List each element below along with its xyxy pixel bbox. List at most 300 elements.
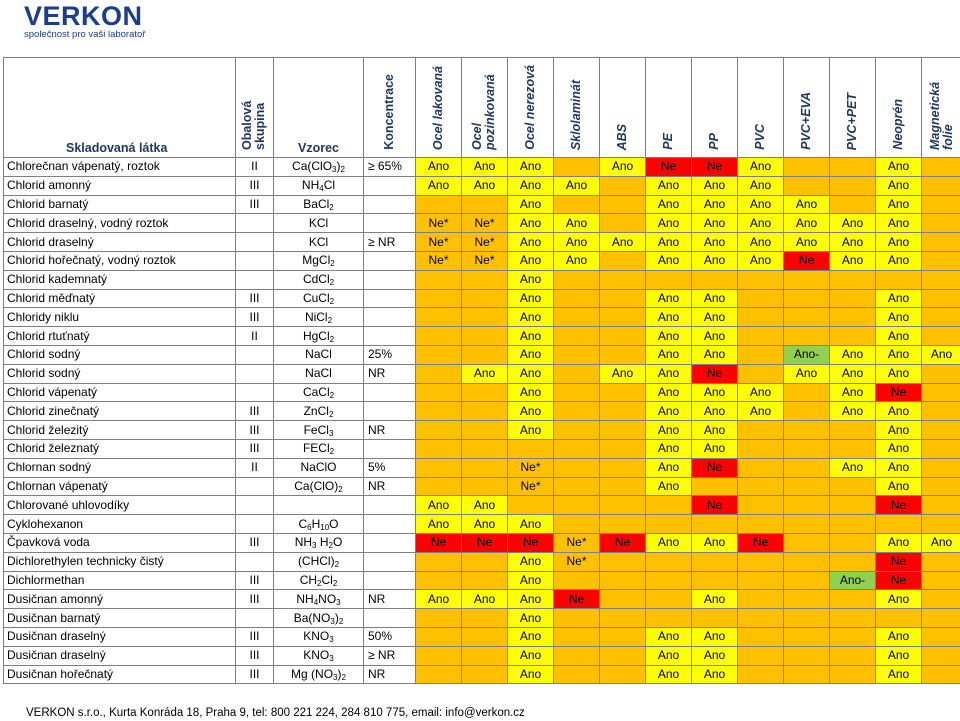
resistance-cell: Ne* [416,251,462,270]
resistance-cell [554,195,600,214]
footer-contact: VERKON s.r.o., Kurta Konráda 18, Praha 9, tel: 800 221 224, 284 810 775, email: info@verkon.cz [26,707,525,719]
concentration: NR [364,477,416,496]
formula-subscript: 10 [320,522,330,532]
formula-part: ZnCl [303,403,329,418]
resistance-cell: Ano [738,195,784,214]
resistance-cell: Ano [508,590,554,609]
concentration [364,515,416,534]
resistance-cell: Ne [646,158,692,177]
formula-subscript: 2 [317,578,322,588]
resistance-cell: Ano [646,458,692,477]
resistance-cell [554,270,600,289]
resistance-cell: Ano [738,233,784,252]
resistance-cell [922,496,960,515]
resistance-cell: Ano- [830,571,876,590]
resistance-cell [922,646,960,665]
formula-subscript: 6 [307,522,312,532]
packing-group: III [236,439,274,458]
table-row [4,646,960,665]
resistance-cell [462,552,508,571]
resistance-cell: Ano [692,214,738,233]
resistance-cell [922,439,960,458]
resistance-cell: Ano [508,251,554,270]
formula-subscript: 2 [338,484,343,494]
resistance-cell [416,327,462,346]
formula [274,590,364,609]
resistance-cell: Ano [508,665,554,684]
resistance-cell: Ano [876,364,922,383]
resistance-cell: Ano [646,402,692,421]
resistance-cell: Ne* [508,458,554,477]
resistance-cell [600,251,646,270]
formula-part: KNO [303,648,330,663]
resistance-cell: Ano- [784,345,830,364]
header-material [508,58,554,158]
formula-subscript: 3 [336,597,341,607]
packing-group: III [236,308,274,327]
resistance-cell: Ne [692,158,738,177]
packing-group: III [236,665,274,684]
resistance-cell [554,383,600,402]
resistance-cell [784,665,830,684]
table-row [4,364,960,383]
resistance-cell: Ano [876,439,922,458]
resistance-cell: Ano [692,308,738,327]
formula-subscript: 2 [329,447,335,457]
formula-subscript: 2 [334,560,340,570]
formula [274,158,364,177]
formula-part: C [298,516,308,531]
resistance-cell [554,477,600,496]
formula-part: Ca(ClO) [294,478,339,493]
resistance-cell: Ano [554,233,600,252]
resistance-cell: Ano [830,458,876,477]
resistance-cell: Ano [462,364,508,383]
concentration: ≥ NR [364,233,416,252]
packing-group: II [236,458,274,477]
resistance-cell: Ano [922,533,960,552]
formula [274,496,364,515]
resistance-cell: Ano [876,627,922,646]
formula-subscript: 2 [330,259,335,269]
concentration [364,439,416,458]
substance-name: Chlorid sodný [4,364,236,383]
resistance-cell [554,345,600,364]
resistance-cell: Ano [462,515,508,534]
resistance-cell [462,439,508,458]
resistance-cell: Ano [692,533,738,552]
resistance-cell [784,646,830,665]
resistance-cell [416,552,462,571]
resistance-cell: Ano [646,421,692,440]
resistance-cell [600,477,646,496]
packing-group: II [236,327,274,346]
resistance-cell [922,251,960,270]
concentration [364,571,416,590]
resistance-cell: Ano [830,383,876,402]
resistance-cell [646,515,692,534]
resistance-cell [462,289,508,308]
formula [274,214,364,233]
resistance-cell [784,627,830,646]
formula [274,421,364,440]
formula-part: H [311,516,321,531]
header-material-label: Ocel lakovaná [431,65,445,150]
resistance-cell [600,627,646,646]
header-material [462,58,508,158]
formula-part: ) [337,666,342,681]
concentration: 5% [364,458,416,477]
header-material-label: Sklolaminát [569,79,583,150]
packing-group: III [236,195,274,214]
resistance-cell [830,665,876,684]
resistance-cell: Ano [462,590,508,609]
formula-subscript: 2 [341,672,346,682]
resistance-cell [554,515,600,534]
resistance-cell: Ano [416,176,462,195]
table-row [4,327,960,346]
table-row [4,214,960,233]
resistance-cell [922,477,960,496]
table-row [4,195,960,214]
header-formula [274,58,364,158]
table-row [4,496,960,515]
resistance-cell [738,364,784,383]
formula [274,195,364,214]
formula-part: NO [318,591,337,606]
resistance-cell [830,176,876,195]
header-material-label: PP [707,133,721,150]
header-material [830,58,876,158]
packing-group [236,383,274,402]
resistance-cell [922,270,960,289]
verkon-logo [24,2,184,40]
resistance-cell [784,552,830,571]
formula-part: FeCl [303,422,329,437]
resistance-cell [692,609,738,628]
concentration [364,327,416,346]
resistance-cell [692,571,738,590]
resistance-cell: Ano [876,289,922,308]
resistance-cell [600,421,646,440]
substance-name: Cyklohexanon [4,515,236,534]
packing-group: III [236,590,274,609]
concentration [364,289,416,308]
resistance-cell [830,552,876,571]
resistance-cell [646,571,692,590]
substance-name: Chlorid amonný [4,176,236,195]
resistance-cell: Ano [646,627,692,646]
resistance-cell: Ano [738,402,784,421]
resistance-cell [738,590,784,609]
resistance-cell: Ano [508,552,554,571]
resistance-cell [600,308,646,327]
substance-name: Chlorid železitý [4,421,236,440]
resistance-cell: Ano [692,233,738,252]
packing-group: III [236,176,274,195]
formula-subscript: 4 [319,184,324,194]
table-row [4,345,960,364]
resistance-cell: Ano [600,364,646,383]
resistance-cell: Ano [830,402,876,421]
packing-group: III [236,289,274,308]
resistance-cell: Ano [508,646,554,665]
resistance-cell: Ano [692,345,738,364]
logo-tagline: společnost pro vaši laboratoř [24,29,146,40]
table-row [4,590,960,609]
formula-part: KCl [308,215,329,230]
resistance-cell [600,665,646,684]
resistance-cell [416,477,462,496]
resistance-cell: Ano [508,270,554,289]
formula-subscript: 2 [338,616,344,626]
resistance-cell [416,402,462,421]
formula [274,364,364,383]
resistance-cell [462,458,508,477]
resistance-cell: Ne* [554,552,600,571]
header-material [784,58,830,158]
resistance-cell: Ano [554,214,600,233]
header-material [876,58,922,158]
resistance-cell [600,515,646,534]
formula-subscript: 2 [329,334,335,344]
table-row [4,176,960,195]
concentration [364,195,416,214]
formula-part: NH [301,178,320,193]
substance-name: Chlorované uhlovodíky [4,496,236,515]
resistance-cell: Ano [508,609,554,628]
table-row [4,627,960,646]
formula-part: NH [296,591,314,606]
resistance-cell [922,627,960,646]
concentration [364,270,416,289]
table-row [4,571,960,590]
formula-part: NaCl [305,347,332,362]
resistance-cell [416,421,462,440]
resistance-cell: Ne* [554,533,600,552]
packing-group [236,251,274,270]
resistance-cell [462,665,508,684]
resistance-cell: Ano [646,233,692,252]
formula [274,477,364,496]
resistance-cell [738,571,784,590]
resistance-cell: Ano [508,308,554,327]
resistance-cell: Ne [416,533,462,552]
header-concentration-label: Koncentrace [382,74,396,150]
table-row [4,251,960,270]
resistance-cell [784,496,830,515]
formula-part: (CHCl) [297,554,335,569]
resistance-cell [416,609,462,628]
formula-subscript: 3 [329,635,334,645]
table-row [4,609,960,628]
chemical-resistance-table [3,57,960,684]
resistance-cell [554,571,600,590]
resistance-cell [554,665,600,684]
substance-name: Dusičnan draselný [4,627,236,646]
resistance-cell [600,571,646,590]
resistance-cell: Ano [646,327,692,346]
resistance-cell [416,627,462,646]
resistance-cell [784,158,830,177]
header-concentration [364,58,416,158]
resistance-cell: Ano [692,251,738,270]
formula-part: CdCl [302,272,330,287]
concentration: 25% [364,345,416,364]
formula-part: HgCl [302,328,330,343]
resistance-cell [416,458,462,477]
resistance-cell [692,552,738,571]
resistance-cell [416,345,462,364]
resistance-cell [462,308,508,327]
resistance-cell [784,439,830,458]
resistance-cell: Ano [416,496,462,515]
concentration [364,533,416,552]
resistance-cell [554,458,600,477]
formula [274,289,364,308]
resistance-cell: Ne* [462,251,508,270]
resistance-cell: Ano [692,176,738,195]
table-row [4,458,960,477]
resistance-cell: Ano [692,402,738,421]
resistance-cell [922,233,960,252]
resistance-cell: Ano [876,590,922,609]
resistance-cell: Ano [738,214,784,233]
resistance-cell [554,308,600,327]
table-row [4,665,960,684]
resistance-cell [738,308,784,327]
resistance-cell: Ano [508,345,554,364]
resistance-cell [922,158,960,177]
table-row [4,308,960,327]
resistance-cell: Ano [554,251,600,270]
resistance-cell: Ano [646,364,692,383]
header-material-label: PE [661,133,675,150]
table-row [4,477,960,496]
resistance-cell: Ano [646,477,692,496]
resistance-cell [462,195,508,214]
packing-group: III [236,571,274,590]
resistance-cell: Ano [830,251,876,270]
resistance-cell [600,270,646,289]
table-row [4,158,960,177]
substance-name: Chlorid barnatý [4,195,236,214]
formula-subscript: 3 [330,616,335,626]
resistance-cell [416,665,462,684]
formula-part: CH [299,572,318,587]
resistance-cell: Ano [508,327,554,346]
resistance-cell [554,609,600,628]
resistance-cell [600,552,646,571]
substance-name: Chlorid draselný, vodný roztok [4,214,236,233]
formula [274,571,364,590]
packing-group [236,214,274,233]
resistance-cell: Ano [646,251,692,270]
header-material-label: ABS [615,123,629,150]
substance-name: Chlorid hořečnatý, vodný roztok [4,251,236,270]
table-row [4,515,960,534]
formula [274,552,364,571]
resistance-cell [600,195,646,214]
resistance-cell: Ano [508,158,554,177]
resistance-cell: Ano [416,515,462,534]
resistance-cell: Ano [416,590,462,609]
resistance-cell: Ne [692,364,738,383]
resistance-cell [922,176,960,195]
resistance-cell [600,214,646,233]
header-material-label: Ocel nerezová [523,65,537,150]
resistance-cell [922,552,960,571]
resistance-cell [462,270,508,289]
resistance-cell [600,458,646,477]
resistance-cell [554,439,600,458]
resistance-cell: Ano [462,176,508,195]
resistance-cell [922,609,960,628]
packing-group [236,270,274,289]
resistance-cell [738,458,784,477]
resistance-cell [830,590,876,609]
formula-subscript: 3 [333,672,338,682]
resistance-cell [462,345,508,364]
resistance-cell [738,609,784,628]
resistance-cell: Ano [508,214,554,233]
resistance-cell: Ano [646,345,692,364]
resistance-cell [784,383,830,402]
resistance-cell: Ano [738,251,784,270]
resistance-cell: Ano [692,665,738,684]
resistance-cell: Ano [462,496,508,515]
header-group [236,58,274,158]
resistance-cell: Ano [692,383,738,402]
resistance-cell: Ne* [416,233,462,252]
resistance-cell: Ano [692,421,738,440]
resistance-cell: Ne [784,251,830,270]
formula-part: Cl [323,178,336,193]
header-substance-label: Skladovaná látka [66,141,168,155]
formula-subscript: 2 [329,390,335,400]
concentration [364,214,416,233]
resistance-cell: Ano [646,383,692,402]
concentration [364,251,416,270]
resistance-cell: Ne [876,496,922,515]
resistance-cell [922,402,960,421]
resistance-cell [462,402,508,421]
resistance-cell: Ano [876,533,922,552]
resistance-cell [830,195,876,214]
resistance-cell [738,496,784,515]
resistance-cell: Ano [508,289,554,308]
header-material-label: Magnetická folie [927,81,955,150]
resistance-cell [600,439,646,458]
table-row [4,270,960,289]
substance-name: Chlorid sodný [4,345,236,364]
resistance-cell: Ne [554,590,600,609]
resistance-cell [508,496,554,515]
formula-subscript: 4 [313,597,319,607]
formula [274,609,364,628]
resistance-cell: Ne [876,552,922,571]
resistance-cell [784,289,830,308]
concentration [364,402,416,421]
resistance-cell [784,270,830,289]
resistance-cell [830,627,876,646]
resistance-cell: Ano [784,233,830,252]
resistance-cell [646,270,692,289]
resistance-cell [738,289,784,308]
substance-name: Chlorid vápenatý [4,383,236,402]
formula-part: CuCl [302,290,330,305]
header-material-label: Neoprén [891,99,905,150]
